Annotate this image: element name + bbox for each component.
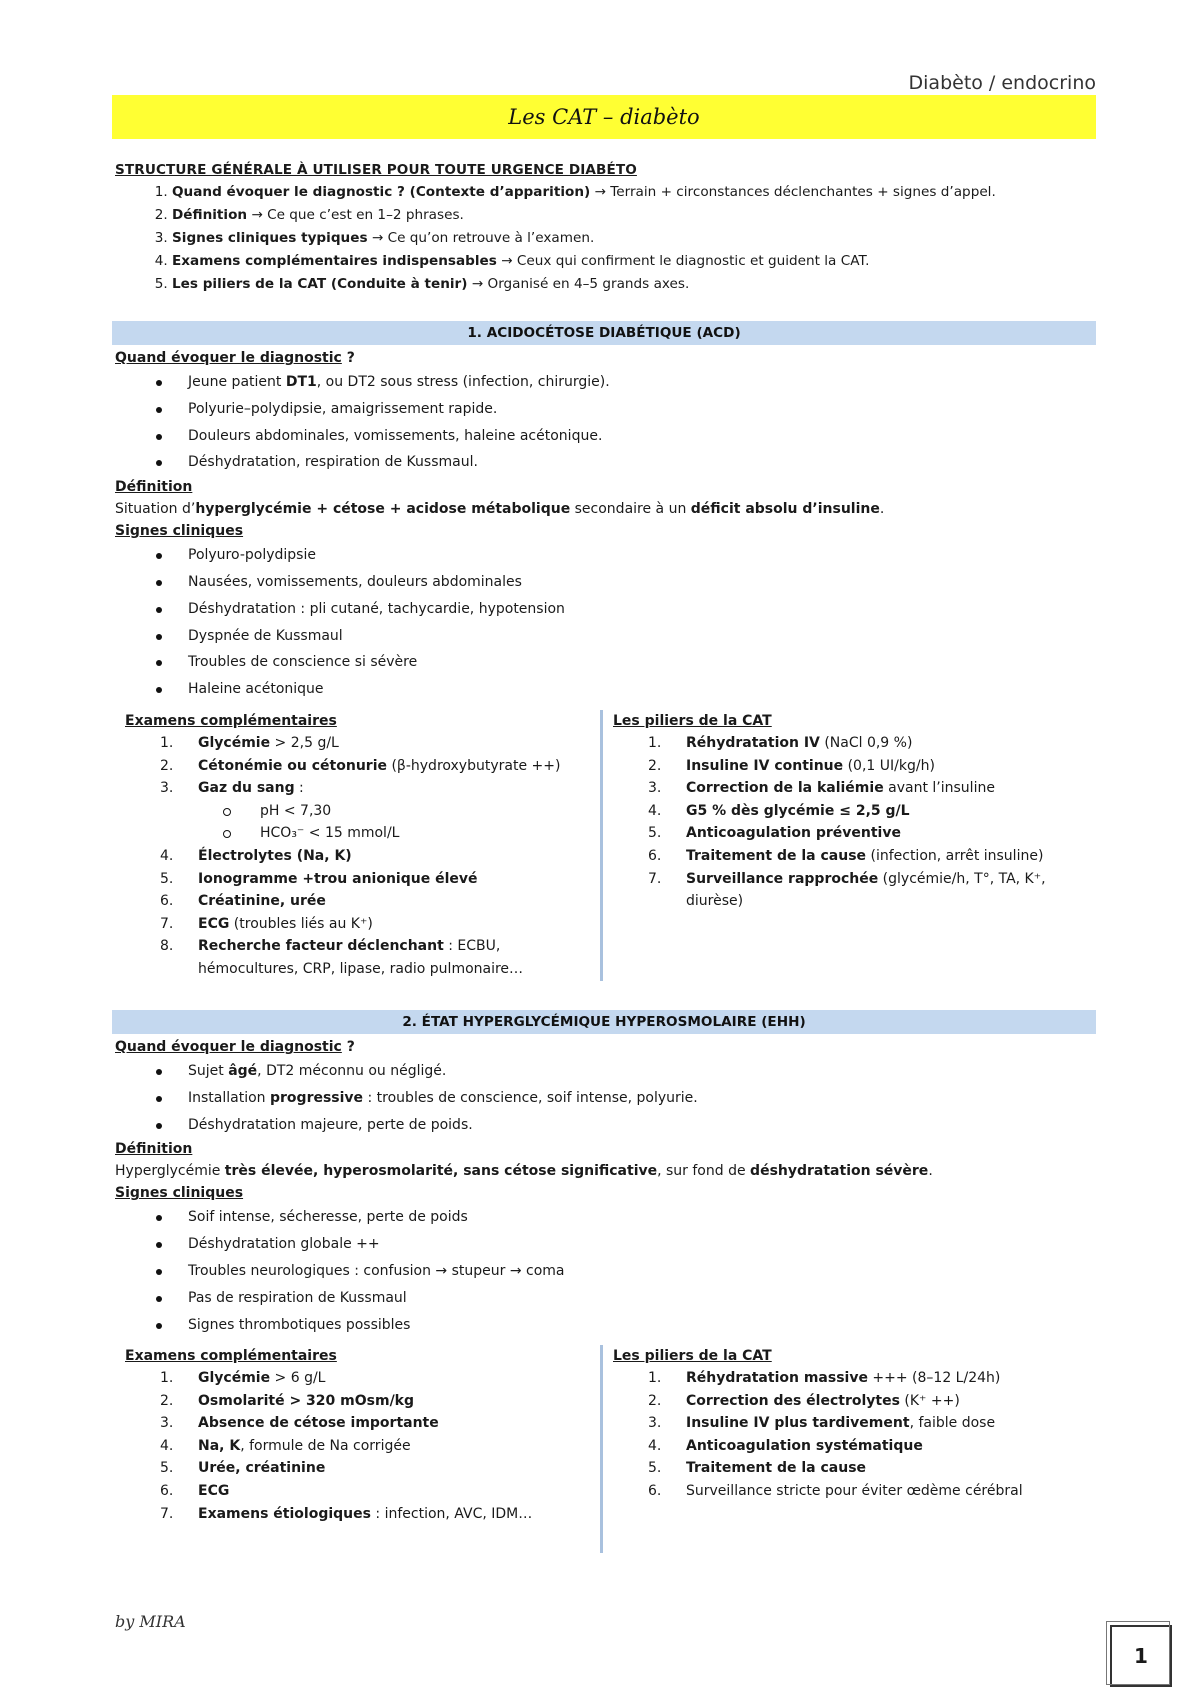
list-item: Soif intense, sécheresse, perte de poids bbox=[115, 1204, 1095, 1231]
list-item: 1. Réhydratation IV (NaCl 0,9 %) bbox=[648, 735, 913, 751]
ehh-definition-heading: Définition bbox=[115, 1141, 193, 1158]
item-bold: Signes cliniques typiques bbox=[172, 230, 368, 246]
item-text: → Organisé en 4–5 grands axes. bbox=[467, 276, 690, 292]
ehh-exams-column bbox=[115, 1345, 600, 1553]
acd-exams-heading: Examens complémentaires bbox=[125, 713, 337, 729]
list-item: 6. Traitement de la cause (infection, arrêt insuline) bbox=[648, 847, 1044, 864]
subheading: Quand évoquer le diagnostic bbox=[115, 350, 342, 366]
list-item: 6. Créatinine, urée bbox=[160, 893, 326, 910]
list-item: Signes thrombotiques possibles bbox=[115, 1312, 1095, 1339]
column-spacer bbox=[125, 1525, 600, 1553]
list-item: Déshydratation, respiration de Kussmaul. bbox=[115, 449, 1095, 476]
ehh-evoquer-list bbox=[115, 1058, 1095, 1138]
footer-author: by MIRA bbox=[115, 1612, 186, 1631]
list-item bbox=[172, 250, 1095, 273]
list-item: Polyurie–polydipsie, amaigrissement rapide. bbox=[115, 396, 1095, 423]
page-number bbox=[1110, 1625, 1172, 1687]
acd-cat-list bbox=[613, 732, 1095, 913]
list-item: Troubles neurologiques : confusion → stupeur → coma bbox=[115, 1258, 1095, 1285]
structure-section bbox=[115, 162, 1095, 296]
list-item bbox=[172, 227, 1095, 250]
list-item bbox=[172, 181, 1095, 204]
page-number-text: 1 bbox=[1134, 1644, 1148, 1668]
list-item bbox=[172, 204, 1095, 227]
list-item: Sujet âgé, DT2 méconnu ou négligé. bbox=[115, 1058, 1095, 1085]
acd-definition-text: Situation d’hyperglycémie + cétose + acidose métabolique secondaire à un déficit absolu d’insuline. bbox=[115, 501, 885, 518]
item-bold: Quand évoquer le diagnostic ? (Contexte d’apparition) bbox=[172, 184, 591, 200]
list-item: 2. Insuline IV continue (0,1 UI/kg/h) bbox=[648, 757, 935, 774]
acd-gaz-sublist bbox=[125, 800, 600, 845]
ehh-exams-heading: Examens complémentaires bbox=[125, 1348, 337, 1364]
structure-list bbox=[115, 181, 1095, 296]
list-item: 7. ECG (troubles liés au K⁺) bbox=[160, 915, 373, 932]
list-item: 5. Urée, créatinine bbox=[160, 1460, 326, 1477]
ehh-cat-list bbox=[613, 1367, 1095, 1503]
list-item: 8. Recherche facteur déclenchant : ECBU, hémocultures, CRP, lipase, radio pulmonaire… bbox=[160, 938, 524, 977]
list-item: 3. Correction de la kaliémie avant l’insuline bbox=[648, 780, 995, 797]
list-item: Déshydratation globale ++ bbox=[115, 1231, 1095, 1258]
list-item: 1. Glycémie > 2,5 g/L bbox=[160, 735, 339, 751]
list-item: HCO₃⁻ < 15 mmol/L bbox=[125, 822, 600, 845]
list-item: 5. Traitement de la cause bbox=[648, 1460, 867, 1477]
ehh-text-block bbox=[115, 1036, 1095, 1338]
list-item: 5. Ionogramme +trou anionique élevé bbox=[160, 870, 478, 887]
ehh-signes-heading: Signes cliniques bbox=[115, 1185, 244, 1202]
header-category: Diabèto / endocrino bbox=[908, 72, 1096, 94]
list-item: 2. Cétonémie ou cétonurie (β-hydroxybutyrate ++) bbox=[160, 757, 561, 774]
list-item: Dyspnée de Kussmaul bbox=[115, 623, 1095, 650]
list-item: Nausées, vomissements, douleurs abdominales bbox=[115, 569, 1095, 596]
section-ehh-bar: 2. ÉTAT HYPERGLYCÉMIQUE HYPEROSMOLAIRE (EHH) bbox=[112, 1010, 1096, 1034]
list-item: Déshydratation majeure, perte de poids. bbox=[115, 1112, 1095, 1139]
list-item: 4. Anticoagulation systématique bbox=[648, 1437, 923, 1454]
list-item: 1. Réhydratation massive +++ (8–12 L/24h) bbox=[648, 1370, 1001, 1386]
list-item: Douleurs abdominales, vomissements, haleine acétonique. bbox=[115, 423, 1095, 450]
acd-definition-heading: Définition bbox=[115, 479, 193, 496]
list-item: 4. Na, K, formule de Na corrigée bbox=[160, 1437, 411, 1454]
list-item: 3. Absence de cétose importante bbox=[160, 1415, 439, 1432]
structure-heading: STRUCTURE GÉNÉRALE À UTILISER POUR TOUTE URGENCE DIABÉTO bbox=[115, 162, 637, 178]
ehh-evoquer-heading bbox=[115, 1036, 1095, 1058]
list-item: 7. Examens étiologiques : infection, AVC, IDM… bbox=[160, 1505, 533, 1522]
acd-evoquer-heading bbox=[115, 347, 1095, 369]
item-text: → Ce que c’est en 1–2 phrases. bbox=[247, 207, 464, 223]
list-item: 2. Correction des électrolytes (K⁺ ++) bbox=[648, 1392, 960, 1409]
ehh-definition-text: Hyperglycémie très élevée, hyperosmolarité, sans cétose significative, sur fond de déshydratation sévère. bbox=[115, 1163, 933, 1180]
list-item: 1. Glycémie > 6 g/L bbox=[160, 1370, 326, 1386]
subheading-mark: ? bbox=[341, 1039, 355, 1055]
acd-signes-heading: Signes cliniques bbox=[115, 523, 244, 540]
list-item: 4. Électrolytes (Na, K) bbox=[160, 847, 352, 864]
subheading: Quand évoquer le diagnostic bbox=[115, 1039, 342, 1055]
list-item: Déshydratation : pli cutané, tachycardie, hypotension bbox=[115, 596, 1095, 623]
list-item: Polyuro-polydipsie bbox=[115, 542, 1095, 569]
list-item: 3. Insuline IV plus tardivement, faible dose bbox=[648, 1415, 996, 1432]
list-item: 6. ECG bbox=[160, 1482, 230, 1499]
list-item: Installation progressive : troubles de conscience, soif intense, polyurie. bbox=[115, 1085, 1095, 1112]
list-item: Pas de respiration de Kussmaul bbox=[115, 1285, 1095, 1312]
subheading-mark: ? bbox=[341, 350, 355, 366]
ehh-cat-column bbox=[600, 1345, 1095, 1553]
acd-evoquer-list bbox=[115, 369, 1095, 476]
item-bold: Les piliers de la CAT (Conduite à tenir) bbox=[172, 276, 468, 292]
item-bold: Définition bbox=[172, 207, 248, 223]
list-item: pH < 7,30 bbox=[125, 800, 600, 823]
item-text: → Ce qu’on retrouve à l’examen. bbox=[367, 230, 595, 246]
acd-columns bbox=[115, 710, 1095, 981]
acd-signes-list bbox=[115, 542, 1095, 703]
list-item: 4. G5 % dès glycémie ≤ 2,5 g/L bbox=[648, 802, 910, 819]
list-item: Jeune patient DT1, ou DT2 sous stress (infection, chirurgie). bbox=[115, 369, 1095, 396]
page-title: Les CAT – diabèto bbox=[112, 95, 1096, 139]
list-item: 7. Surveillance rapprochée (glycémie/h, T°, TA, K⁺, diurèse) bbox=[648, 870, 1046, 910]
ehh-columns bbox=[115, 1345, 1095, 1553]
list-item: Troubles de conscience si sévère bbox=[115, 649, 1095, 676]
acd-cat-column bbox=[600, 710, 1095, 981]
section-acd-bar: 1. ACIDOCÉTOSE DIABÉTIQUE (ACD) bbox=[112, 321, 1096, 345]
ehh-exams-list bbox=[125, 1367, 600, 1525]
acd-text-block bbox=[115, 347, 1095, 703]
acd-cat-heading: Les piliers de la CAT bbox=[613, 713, 772, 729]
acd-exams-list-cont bbox=[125, 845, 600, 981]
item-bold: Examens complémentaires indispensables bbox=[172, 253, 497, 269]
item-text: → Ceux qui confirment le diagnostic et guident la CAT. bbox=[496, 253, 870, 269]
list-item: 2. Osmolarité > 320 mOsm/kg bbox=[160, 1392, 415, 1409]
acd-exams-list bbox=[125, 732, 600, 800]
list-item bbox=[172, 273, 1095, 296]
ehh-signes-list bbox=[115, 1204, 1095, 1338]
ehh-cat-heading: Les piliers de la CAT bbox=[613, 1348, 772, 1364]
list-item: Haleine acétonique bbox=[115, 676, 1095, 703]
list-item: 5. Anticoagulation préventive bbox=[648, 825, 901, 842]
list-item: 3. Gaz du sang : bbox=[160, 780, 304, 797]
item-text: → Terrain + circonstances déclenchantes + signes d’appel. bbox=[590, 184, 996, 200]
list-item: 6. Surveillance stricte pour éviter œdème cérébral bbox=[648, 1482, 1023, 1499]
acd-exams-column bbox=[115, 710, 600, 981]
